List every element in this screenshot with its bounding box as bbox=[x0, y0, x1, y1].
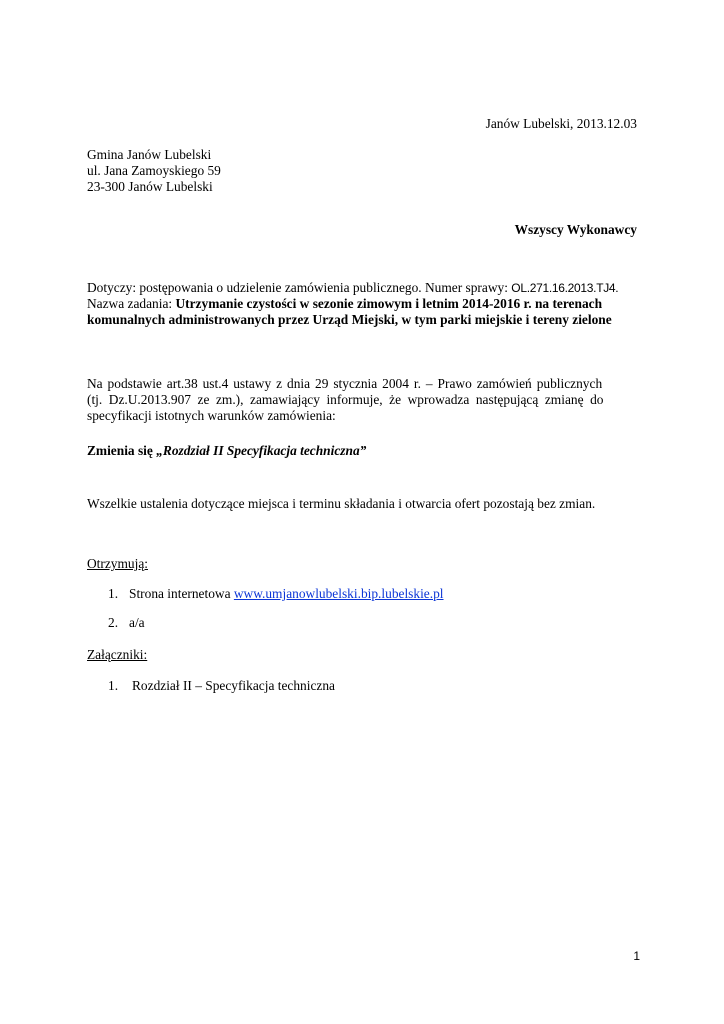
list-item-number: 1. bbox=[108, 586, 119, 601]
sender-city: 23-300 Janów Lubelski bbox=[87, 179, 213, 194]
task-name-line2: komunalnych administrowanych przez Urząd Miejski, w tym parki miejskie i tereny zielone bbox=[87, 312, 612, 327]
subject-prefix: Dotyczy: postępowania o udzielenie zamówienia publicznego. Numer sprawy: bbox=[87, 280, 512, 295]
task-name-line1: Utrzymanie czystości w sezonie zimowym i letnim 2014-2016 r. na terenach bbox=[175, 296, 603, 311]
sender-street: ul. Jana Zamoyskiego 59 bbox=[87, 163, 221, 178]
paragraph-1-line-3: specyfikacji istotnych warunków zamówienia: bbox=[87, 408, 336, 423]
list-item-text: Rozdział II – Specyfikacja techniczna bbox=[132, 678, 335, 693]
page-number bbox=[620, 948, 640, 964]
subject-block bbox=[87, 280, 647, 328]
change-target: „Rozdział II Specyfikacja techniczna” bbox=[156, 443, 367, 458]
list-item-text: a/a bbox=[129, 615, 145, 630]
paragraph-1-line-2: (tj. Dz.U.2013.907 ze zm.), zamawiający informuje, że wprowadza następującą zmianę do bbox=[87, 392, 604, 407]
attachments-heading bbox=[87, 647, 147, 663]
subject-line bbox=[87, 280, 647, 296]
list-item-number: 1. bbox=[108, 678, 119, 693]
attachments-heading-text: Załączniki: bbox=[87, 647, 148, 662]
list-item bbox=[108, 586, 628, 602]
website-link[interactable]: www.umjanowlubelski.bip.lubelskie.pl bbox=[233, 586, 444, 601]
change-statement bbox=[87, 443, 637, 459]
paragraph-1-line-1: Na podstawie art.38 ust.4 ustawy z dnia 29 stycznia 2004 r. – Prawo zamówień publicznych bbox=[87, 376, 603, 391]
place-date bbox=[300, 116, 637, 132]
case-number: OL.271.16.2013.TJ4. bbox=[511, 281, 619, 295]
task-line bbox=[87, 296, 647, 312]
recipients-heading-text: Otrzymują: bbox=[87, 556, 148, 571]
body-paragraph-2 bbox=[87, 496, 647, 512]
list-item bbox=[108, 615, 628, 631]
task-label: Nazwa zadania: bbox=[87, 296, 176, 311]
change-prefix: Zmienia się bbox=[87, 443, 157, 458]
list-item bbox=[108, 678, 628, 694]
list-item-number: 2. bbox=[108, 615, 119, 630]
list-item-text: Strona internetowa bbox=[129, 586, 234, 601]
body-paragraph-1 bbox=[87, 376, 637, 424]
place-date-text: Janów Lubelski, 2013.12.03 bbox=[485, 116, 637, 131]
recipient-text: Wszyscy Wykonawcy bbox=[514, 222, 637, 237]
sender-name: Gmina Janów Lubelski bbox=[87, 147, 212, 162]
sender-address bbox=[87, 147, 487, 195]
page-number-text: 1 bbox=[633, 949, 640, 963]
paragraph-2-text: Wszelkie ustalenia dotyczące miejsca i terminu składania i otwarcia ofert pozostają bez zmian. bbox=[87, 496, 596, 511]
recipient bbox=[300, 222, 637, 238]
recipients-heading bbox=[87, 556, 148, 572]
